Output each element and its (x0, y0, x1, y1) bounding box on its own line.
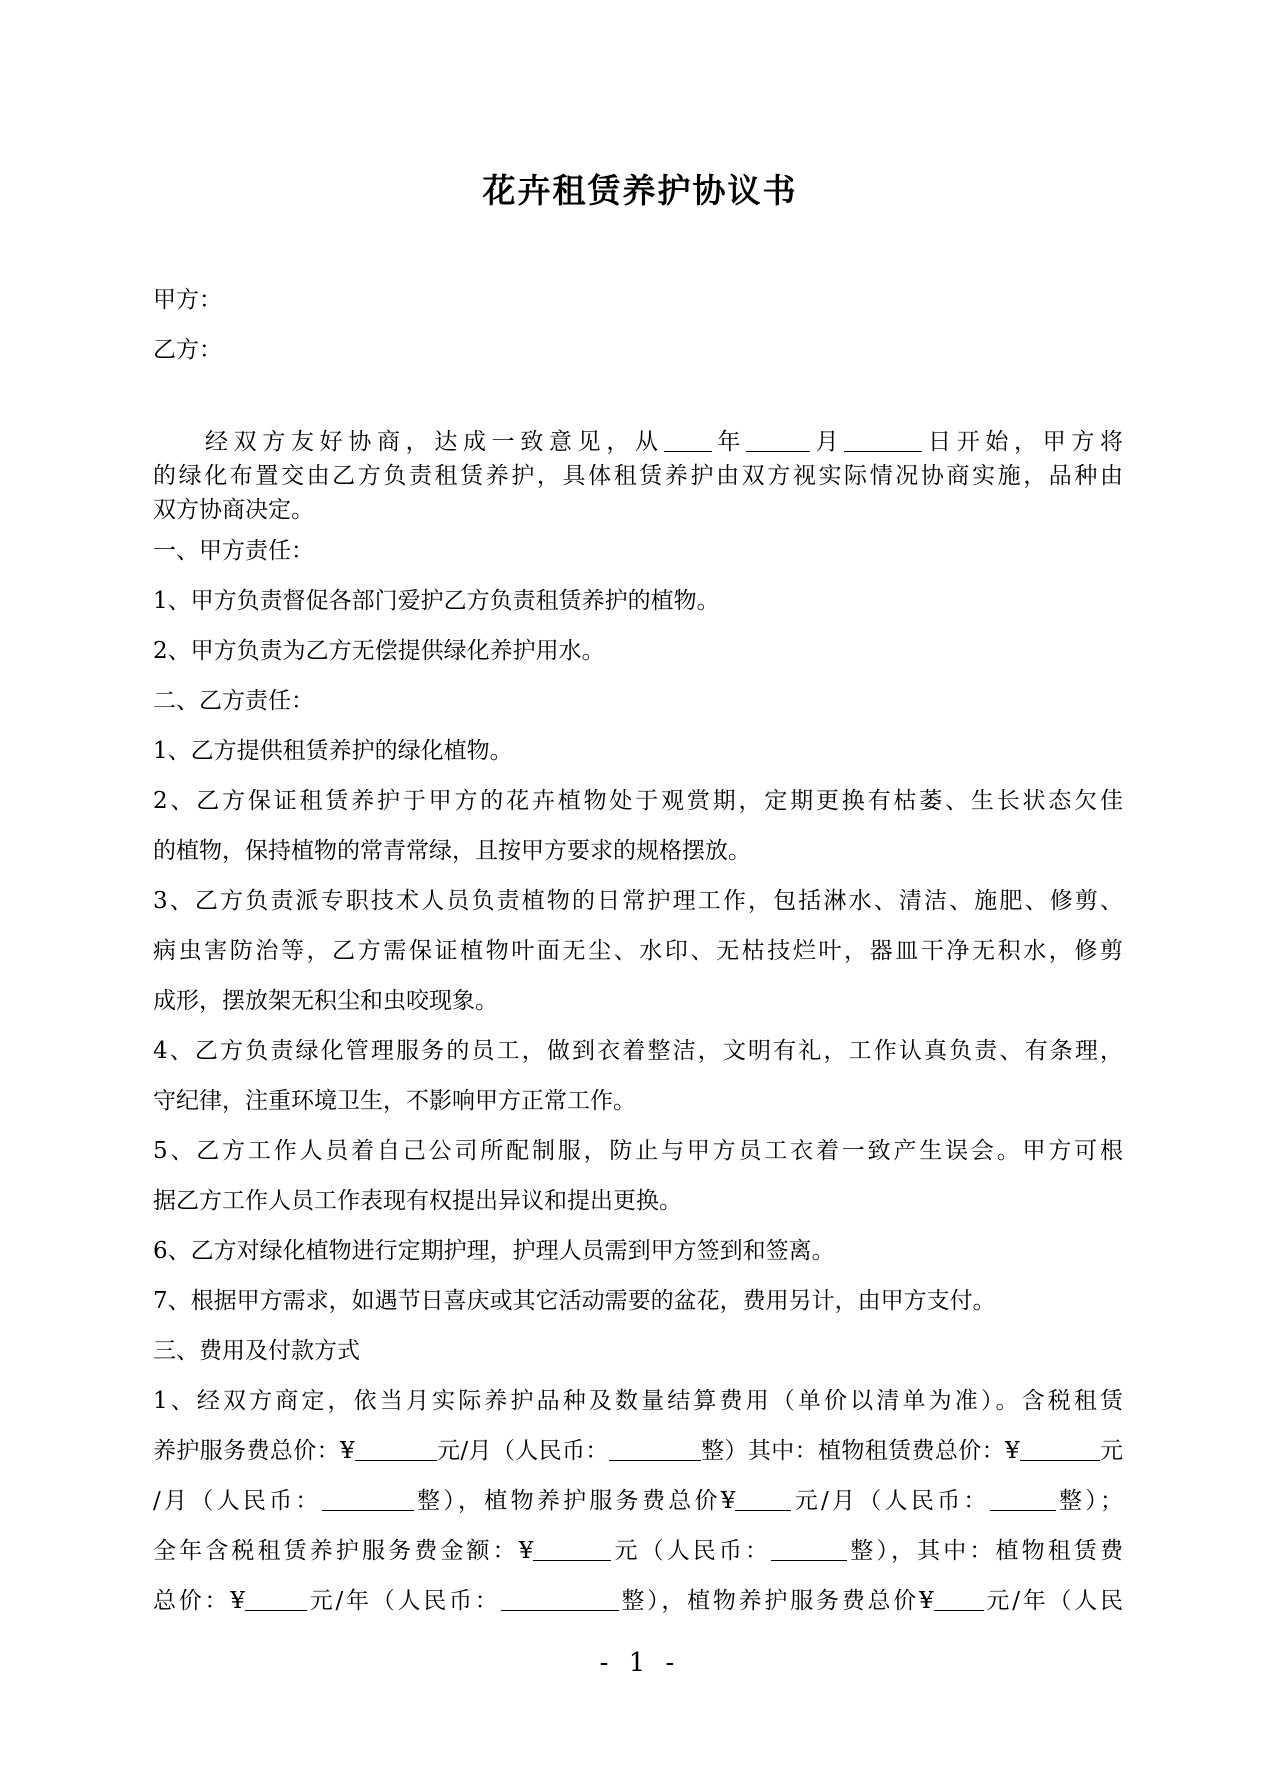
party-b-label: 乙方： (153, 337, 222, 363)
blank-day (844, 429, 922, 452)
intro-text-start: 经双方友好协商，达成一致意见，从 (205, 429, 664, 455)
fee-text: 元（人民币： (611, 1538, 772, 1564)
section-2-line: 7、根据甲方需求，如遇节日喜庆或其它活动需要的盆花，费用另计，由甲方支付。 (153, 1288, 996, 1314)
intro-line-1 (153, 428, 1123, 456)
blank-year (664, 429, 712, 452)
section-2-line: 6、乙方对绿化植物进行定期护理，护理人员需到甲方签到和签离。 (153, 1238, 835, 1264)
section-1-item: 1、甲方负责督促各部门爱护乙方负责租赁养护的植物。 (153, 588, 720, 614)
intro-line-3: 双方协商决定。 (153, 497, 314, 523)
section-2-line: 成形，摆放架无积尘和虫咬现象。 (153, 988, 498, 1014)
section-3-line-1: 1、经双方商定，依当月实际养护品种及数量结算费用（单价以清单为准）。含税租赁 (153, 1388, 1123, 1414)
blank-annual-total (533, 1538, 611, 1561)
fee-text: 养护服务费总价：¥ (153, 1438, 355, 1464)
fee-text: 元/月（人民币： (436, 1438, 609, 1464)
section-2-heading: 二、乙方责任： (153, 688, 314, 714)
section-2-line: 3、乙方负责派专职技术人员负责植物的日常护理工作，包括淋水、清洁、施肥、修剪、 (153, 888, 1123, 914)
party-a-label: 甲方： (153, 287, 222, 313)
blank-monthly-total-rmb (609, 1438, 701, 1461)
section-2-line: 1、乙方提供租赁养护的绿化植物。 (153, 738, 513, 764)
section-2-line: 据乙方工作人员工作表现有权提出异议和提出更换。 (153, 1188, 682, 1214)
fee-text: 整），其中：植物租赁费 (847, 1538, 1124, 1564)
section-3-line-4 (153, 1537, 1123, 1565)
blank-maintenance-rmb (990, 1488, 1056, 1511)
blank-rental-rmb (322, 1488, 414, 1511)
section-2-line: 病虫害防治等，乙方需保证植物叶面无尘、水印、无枯技烂叶，器皿干净无积水，修剪 (153, 938, 1123, 964)
blank-annual-rental (245, 1588, 307, 1611)
fee-text: 整），植物养护服务费总价¥ (413, 1488, 736, 1514)
page-number: - 1 - (599, 1648, 681, 1678)
blank-annual-total-rmb (771, 1538, 847, 1561)
section-2-line: 的植物，保持植物的常青常绿，且按甲方要求的规格摆放。 (153, 838, 751, 864)
fee-text: 元/年（人民 (983, 1588, 1124, 1614)
section-2-line: 4、乙方负责绿化管理服务的员工，做到衣着整洁，文明有礼，工作认真负责、有条理， (153, 1038, 1123, 1064)
fee-text: 全年含税租赁养护服务费金额：¥ (153, 1538, 534, 1564)
intro-month: 月 (810, 429, 845, 455)
section-1-item: 2、甲方负责为乙方无偿提供绿化养护用水。 (153, 638, 605, 664)
blank-maintenance-total (735, 1488, 791, 1511)
blank-month (746, 429, 810, 452)
fee-text: 整）； (1055, 1488, 1124, 1514)
section-1-heading: 一、甲方责任： (153, 538, 314, 564)
intro-day-rest: 日开始，甲方将 (922, 429, 1124, 455)
section-2-line: 5、乙方工作人员着自己公司所配制服，防止与甲方员工衣着一致产生误会。甲方可根 (153, 1138, 1123, 1164)
fee-text: /月（人民币： (153, 1488, 322, 1514)
intro-line-2: 的绿化布置交由乙方负责租赁养护，具体租赁养护由双方视实际情况协商实施，品种由 (153, 463, 1123, 489)
blank-monthly-total (355, 1438, 437, 1461)
fee-text: 元/月（人民币： (791, 1488, 990, 1514)
section-2-line: 2、乙方保证租赁养护于甲方的花卉植物处于观赏期，定期更换有枯萎、生长状态欠佳 (153, 788, 1123, 814)
fee-text: 元/年（人民币： (306, 1588, 501, 1614)
section-3-line-3 (153, 1487, 1123, 1515)
fee-text: 整），植物养护服务费总价¥ (618, 1588, 934, 1614)
fee-text: 总价：¥ (153, 1588, 245, 1614)
document-title: 花卉租赁养护协议书 (482, 171, 798, 210)
fee-text: 整）其中：植物租赁费总价：¥ (700, 1438, 1020, 1464)
intro-year: 年 (711, 429, 747, 455)
section-3-line-5 (153, 1587, 1123, 1615)
section-3-line-2 (153, 1437, 1123, 1465)
blank-annual-maintenance (934, 1588, 984, 1611)
blank-annual-rental-rmb (501, 1588, 619, 1611)
fee-text: 元 (1099, 1438, 1124, 1464)
section-2-line: 守纪律，注重环境卫生，不影响甲方正常工作。 (153, 1088, 636, 1114)
blank-rental-total (1020, 1438, 1100, 1461)
section-3-heading: 三、费用及付款方式 (153, 1338, 360, 1364)
